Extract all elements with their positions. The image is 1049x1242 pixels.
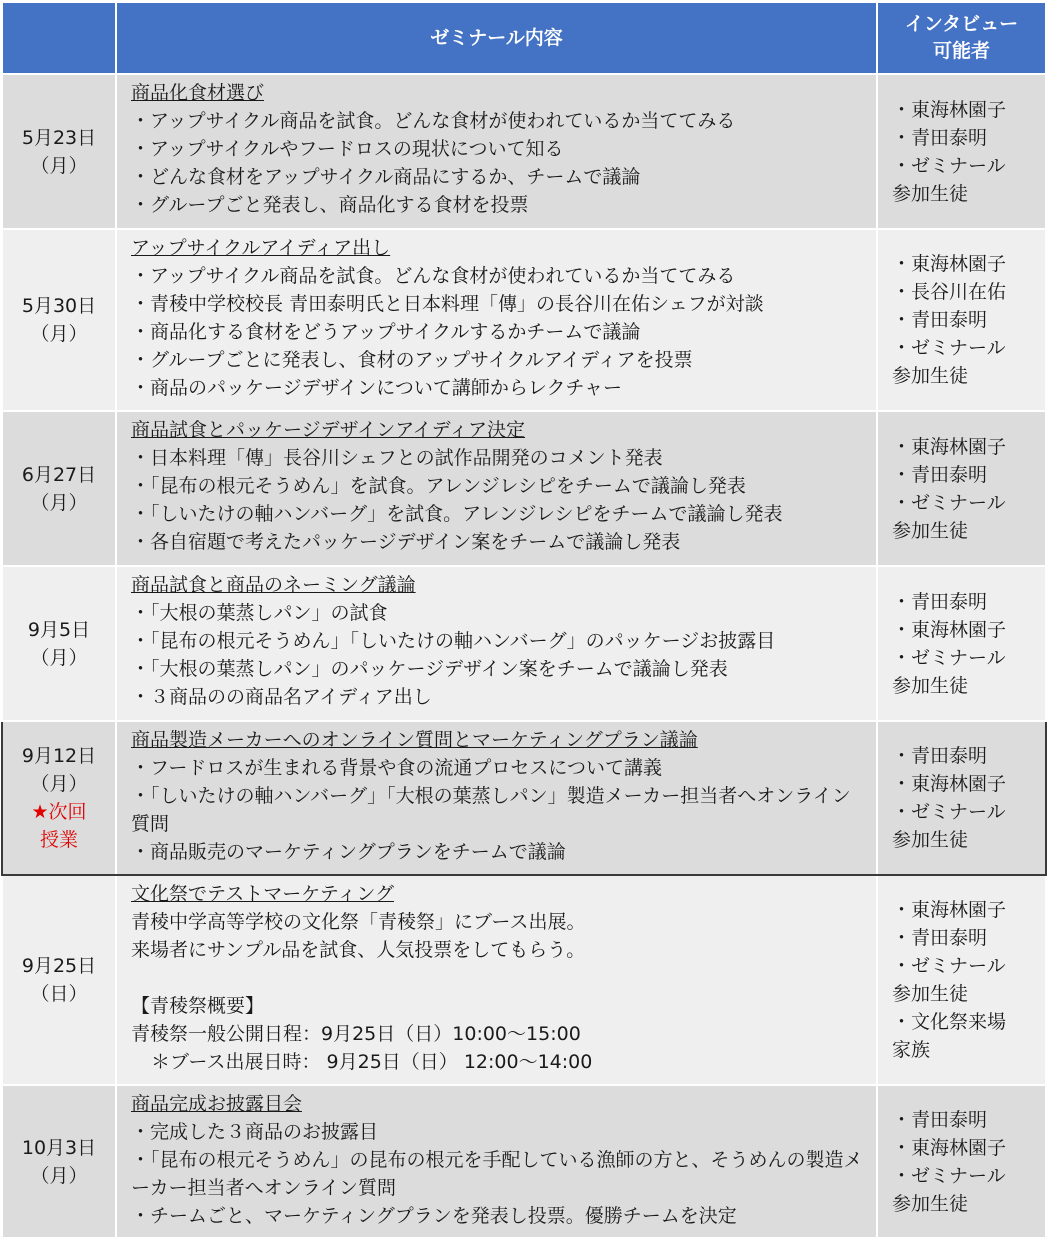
interviewee: ・ゼミナール — [892, 955, 1006, 977]
interviewee: 参加生徒 — [892, 674, 969, 697]
content-item: ・各自宿題で考えたパッケージデザイン案をチームで議論し発表 — [131, 531, 681, 553]
content-item: ・アップサイクル商品を試食。どんな食材が使われているか当ててみる — [131, 265, 736, 287]
spacer — [131, 964, 864, 992]
session-date: 5月30日 — [21, 295, 97, 317]
interviewee: ・ゼミナール — [892, 801, 1006, 823]
header-content: ゼミナール内容 — [116, 2, 877, 74]
date-cell — [2, 411, 116, 566]
table-row — [2, 1085, 1046, 1238]
content-item: 来場者にサンプル品を試食、人気投票をしてもらう。 — [131, 939, 586, 961]
table-row — [2, 566, 1046, 721]
header-interviewees-line2: 可能者 — [932, 40, 990, 62]
content-item: ・日本料理「傳」長谷川シェフとの試作品開発のコメント発表 — [131, 447, 663, 469]
content-item: 青稜中学高等学校の文化祭「青稜祭」にブース出展。 — [131, 911, 586, 933]
content-cell — [116, 1085, 877, 1238]
interviewee: 参加生徒 — [892, 829, 969, 851]
session-day: （月） — [30, 646, 88, 669]
content-item: ・完成した３商品のお披露目 — [131, 1121, 379, 1143]
date-cell — [2, 566, 116, 721]
interviewees-cell — [877, 721, 1046, 875]
interviewee: 参加生徒 — [892, 182, 969, 205]
session-day: （月） — [30, 1164, 88, 1187]
summary-indent-item: ＊ブース出展日時： 9月25日（日） 12:00～14:00 — [151, 1051, 593, 1073]
interviewees-cell — [877, 875, 1046, 1085]
content-item: ・商品のパッケージデザインについて講師からレクチャー — [131, 377, 622, 399]
session-day: （日） — [30, 983, 88, 1005]
interviewee: ・東海林園子 — [892, 1136, 1007, 1159]
session-date: 9月25日 — [21, 955, 97, 977]
interviewees-cell — [877, 411, 1046, 566]
header-interviewees — [877, 2, 1046, 74]
session-date: 5月23日 — [21, 126, 97, 149]
interviewee: ・ゼミナール — [892, 337, 1006, 359]
date-cell — [2, 74, 116, 229]
content-item: ・チームごと、マーケティングプランを発表し投票。優勝チームを決定 — [131, 1205, 737, 1227]
interviewee: ・東海林園子 — [892, 435, 1007, 458]
content-item: ・青稜中学校校長 青田泰明氏と日本料理「傳」の長谷川在佑シェフが対談 — [131, 293, 764, 315]
content-item: ・商品販売のマーケティングプランをチームで議論 — [131, 841, 566, 863]
table-header-row — [2, 2, 1046, 74]
session-title: 商品試食とパッケージデザインアイディア決定 — [131, 419, 526, 441]
interviewee: ・東海林園子 — [892, 253, 1007, 275]
interviewee: ・ゼミナール — [892, 491, 1006, 514]
content-cell — [116, 566, 877, 721]
interviewee: ・長谷川在佑 — [892, 281, 1007, 303]
session-title: 商品製造メーカーへのオンライン質問とマーケティングプラン議論 — [131, 729, 698, 751]
table-row-next-class — [2, 721, 1046, 875]
content-item: ・「大根の葉蒸しパン」のパッケージデザイン案をチームで議論し発表 — [131, 658, 728, 680]
content-item: ・アップサイクル商品を試食。どんな食材が使われているか当ててみる — [131, 110, 736, 132]
interviewee: ・青田泰明 — [892, 1108, 988, 1131]
content-item: ・アップサイクルやフードロスの現状について知る — [131, 138, 564, 160]
content-cell — [116, 875, 877, 1085]
session-day: （月） — [30, 323, 88, 345]
interviewee: ・東海林園子 — [892, 773, 1007, 795]
interviewees-cell — [877, 1085, 1046, 1238]
content-item: ・「昆布の根元そうめん」を試食。アレンジレシピをチームで議論し発表 — [131, 475, 746, 497]
interviewee: ・ゼミナール — [892, 1164, 1006, 1187]
session-title: 文化祭でテストマーケティング — [131, 883, 394, 905]
content-item: ・商品化する食材をどうアップサイクルするかチームで議論 — [131, 321, 641, 343]
session-title: 商品化食材選び — [131, 82, 265, 104]
session-day: （月） — [30, 491, 88, 514]
session-date: 6月27日 — [21, 463, 97, 486]
interviewee: ・青田泰明 — [892, 126, 988, 149]
interviewee: ・東海林園子 — [892, 899, 1007, 921]
header-interviewees-line1: インタビュー — [904, 13, 1019, 35]
summary-item: 青稜祭一般公開日程：9月25日（日）10:00～15:00 — [131, 1023, 581, 1045]
content-item: ・グループごとに発表し、食材のアップサイクルアイディアを投票 — [131, 349, 693, 371]
session-title: アップサイクルアイディア出し — [131, 237, 391, 259]
interviewee: 参加生徒 — [892, 1192, 969, 1215]
table-row — [2, 74, 1046, 229]
header-date — [2, 2, 116, 74]
content-cell — [116, 411, 877, 566]
table-row — [2, 875, 1046, 1085]
content-cell — [116, 74, 877, 229]
content-item: ・グループごと発表し、商品化する食材を投票 — [131, 194, 529, 216]
content-item: ・「しいたけの軸ハンバーグ」「大根の葉蒸しパン」製造メーカー担当者へオンライン質問 — [131, 785, 851, 835]
content-item: ・フードロスが生まれる背景や食の流通プロセスについて講義 — [131, 757, 663, 779]
interviewee: ・青田泰明 — [892, 745, 988, 767]
content-cell — [116, 721, 877, 875]
interviewee: ・ゼミナール — [892, 154, 1006, 177]
next-class-note: ★次回 — [31, 801, 87, 823]
session-title: 商品試食と商品のネーミング議論 — [131, 574, 416, 596]
session-date: 9月12日 — [21, 745, 97, 767]
interviewees-cell — [877, 74, 1046, 229]
interviewee: 家族 — [892, 1039, 931, 1061]
next-class-note: 授業 — [39, 829, 78, 851]
content-item: ・「昆布の根元そうめん」の昆布の根元を手配している漁師の方と、そうめんの製造メーカー担当者へオンライン質問 — [131, 1149, 863, 1199]
date-cell — [2, 1085, 116, 1238]
interviewee: ・青田泰明 — [892, 309, 988, 331]
interviewees-cell — [877, 566, 1046, 721]
content-item: ・３商品のの商品名アイディア出し — [131, 686, 432, 708]
table-row — [2, 411, 1046, 566]
interviewee: ・青田泰明 — [892, 927, 988, 949]
session-title: 商品完成お披露目会 — [131, 1093, 303, 1115]
session-day: （月） — [30, 154, 88, 177]
table-row — [2, 229, 1046, 411]
interviewee: ・青田泰明 — [892, 463, 988, 486]
date-cell — [2, 875, 116, 1085]
interviewee: ・文化祭来場 — [892, 1011, 1007, 1033]
date-cell — [2, 229, 116, 411]
content-item: ・どんな食材をアップサイクル商品にするか、チームで議論 — [131, 166, 641, 188]
interviewee: ・東海林園子 — [892, 618, 1007, 641]
interviewee: 参加生徒 — [892, 365, 969, 387]
content-item: ・「昆布の根元そうめん」「しいたけの軸ハンバーグ」のパッケージお披露目 — [131, 630, 776, 652]
interviewee: ・青田泰明 — [892, 590, 988, 613]
date-cell — [2, 721, 116, 875]
summary-heading: 【青稜祭概要】 — [131, 995, 265, 1017]
interviewee: 参加生徒 — [892, 983, 969, 1005]
session-day: （月） — [30, 773, 88, 795]
content-item: ・「大根の葉蒸しパン」の試食 — [131, 602, 388, 624]
session-date: 9月5日 — [27, 618, 91, 641]
content-item: ・「しいたけの軸ハンバーグ」を試食。アレンジレシピをチームで議論し発表 — [131, 503, 783, 525]
seminar-schedule-table — [1, 1, 1047, 1239]
session-date: 10月3日 — [21, 1136, 97, 1159]
interviewee: ・ゼミナール — [892, 646, 1006, 669]
content-cell — [116, 229, 877, 411]
interviewees-cell — [877, 229, 1046, 411]
interviewee: ・東海林園子 — [892, 98, 1007, 121]
interviewee: 参加生徒 — [892, 519, 969, 542]
